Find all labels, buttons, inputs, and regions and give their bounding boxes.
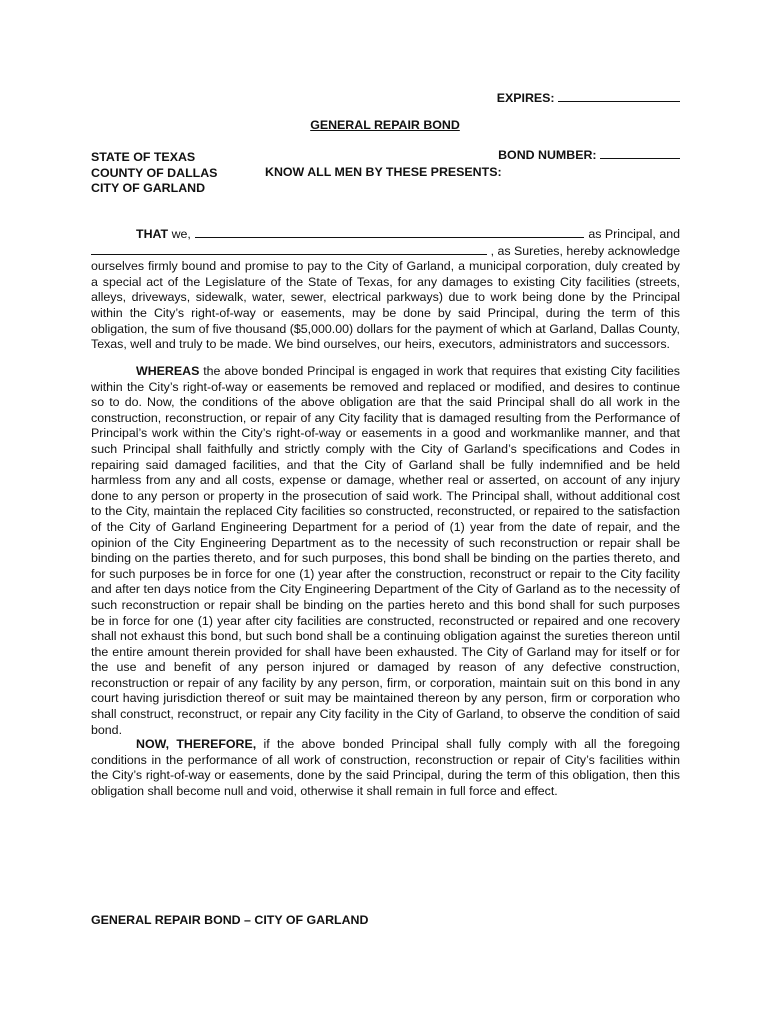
sureties-blank[interactable] (91, 243, 487, 255)
that-paragraph-text: ourselves firmly bound and promise to pay to the City of Garland, a municipal corporation, duly created by a special act of the Legislature of the State of Texas, for any damages to existing City facilities (streets, alleys, driveways, sidewalk, water, sewer, electrical parkways) due to work being done by the Principal within the City’s right-of-way or easements, may be done by said Principal, during the term of this obligation, the sum of five thousand ($5,000.00) dollars for the payment of which at Garland, Dallas County, Texas, well and truly to be made. We bind ourselves, our heirs, executors, administrators and successors. (91, 259, 680, 352)
sureties-line (91, 243, 680, 260)
now-therefore-text: if the above bonded Principal shall fully comply with all the foregoing conditions in the performance of all work of construction, reconstruction or repair of City’s facilities within the City’s right-of-way or easements, done by the said Principal, during the term of this obligation, then this obligation shall become null and void, otherwise it shall remain in full force and effect. (91, 737, 680, 798)
expires-field (497, 90, 680, 107)
expires-label: EXPIRES: (496, 91, 555, 105)
principal-line (91, 226, 680, 243)
principal-blank[interactable] (195, 226, 585, 238)
jurisdiction-block (91, 150, 217, 197)
paragraph-now-therefore (91, 737, 680, 799)
whereas-lead: WHEREAS (136, 364, 200, 378)
document-title: GENERAL REPAIR BOND (310, 118, 460, 132)
bond-number-label: BOND NUMBER: (498, 148, 597, 162)
that-we: we, (171, 227, 191, 241)
bond-number-blank[interactable] (600, 147, 680, 159)
as-principal-text: as Principal, and (588, 227, 680, 241)
jurisdiction-city: CITY OF GARLAND (91, 181, 206, 196)
paragraph-whereas (91, 364, 680, 738)
as-sureties-text: , as Sureties, hereby acknowledge (490, 243, 680, 258)
expires-blank[interactable] (558, 90, 680, 102)
know-all-men-heading: KNOW ALL MEN BY THESE PRESENTS: (265, 165, 502, 179)
jurisdiction-county: COUNTY OF DALLAS (91, 165, 218, 180)
that-lead: THAT (136, 227, 169, 241)
page-footer: GENERAL REPAIR BOND – CITY OF GARLAND (91, 913, 369, 927)
paragraph-that (91, 226, 680, 353)
jurisdiction-state: STATE OF TEXAS (91, 150, 196, 164)
now-therefore-lead: NOW, THEREFORE, (136, 737, 257, 751)
bond-number-field (498, 147, 680, 164)
whereas-text: the above bonded Principal is engaged in work that requires that existing City facilities within the City’s right-of-way or easements be removed and replaced or modified, and desires to continue so to do. Now, the conditions of the above obligation are that the said Principal shall do all work in the construction, reconstruction, or repair of any City facility that is damaged resulting from the Performance of Principal’s work within the City’s right-of-way or easements in a good and workmanlike manner, and that such Principal shall faithfully and strictly comply with the City of Garland’s specifications and Codes in repairing said damaged facilities, and that the City of Garland shall be fully indemnified and be held harmless from any and all costs, expense or damage, whether real or asserted, on account of any injury done to any person or property in the prosecution of said work. The Principal shall, without additional cost to the City, maintain the replaced City facilities so constructed, reconstructed, or repaired to the satisfaction of the City of Garland Engineering Department for a period of (1) year from the date of repair, and the opinion of the City Engineering Department as to the necessity of such reconstruction or repair shall be binding on the parties thereto, and for such purposes, this bond shall be binding on the parties thereto, and for such purposes be in force for one (1) year after the construction, reconstruct or repair to the City facility and after ten days notice from the City Engineering Department of the City of Garland as to the necessity of such reconstruction or repair shall be binding on the parties hereto and this bond shall for such purposes be in force for one (1) year after city facilities are constructed, reconstructed or repaired and one recovery shall not exhaust this bond, but such bond shall be a continuing obligation against the sureties thereon until the entire amount therein provided for shall have been exhausted. The City of Garland may for itself or for the use and benefit of any person injured or damaged by reason of any defective construction, reconstruction or repair of any facility by any person, firm, or corporation, maintain suit on this bond in any court having jurisdiction thereof or suit may be maintained thereon by any person, firm or corporation who shall construct, reconstruct, or repair any City facility in the City of Garland, to observe the condition of said bond. (91, 364, 680, 737)
